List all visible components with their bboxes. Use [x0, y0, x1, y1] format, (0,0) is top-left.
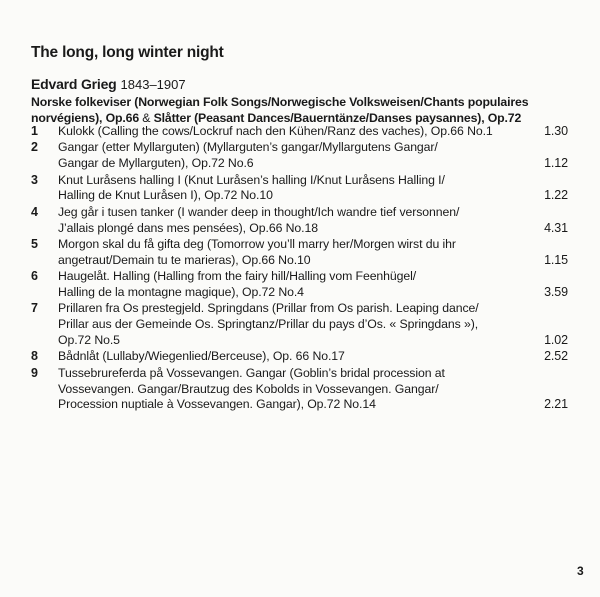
track-title	[58, 124, 538, 140]
track-title-line: Halling de Knut Luråsen I), Op.72 No.10	[58, 188, 273, 203]
track-number: 5	[31, 237, 38, 251]
track-title-line: Halling de la montagne magique), Op.72 No.4	[58, 284, 304, 299]
album-title: The long, long winter night	[31, 44, 224, 61]
track-title	[58, 173, 538, 205]
track-duration: 2.52	[544, 349, 568, 364]
track-title	[58, 301, 538, 348]
work-title-line2a: norvégiens), Op.66	[31, 110, 140, 125]
track-title-line: J’allais plongé dans mes pensées), Op.66 No.18	[58, 220, 318, 235]
track-title-line: Op.72 No.5	[58, 332, 120, 347]
track-duration: 2.21	[544, 397, 568, 412]
track-title-line: Prillar aus der Gemeinde Os. Springtanz/Prillar du pays d’Os. « Springdans »),	[58, 317, 479, 332]
track-number: 6	[31, 269, 38, 284]
work-title-line1: Norske folkeviser (Norwegian Folk Songs/Norwegische Volksweisen/Chants populaires	[31, 95, 529, 109]
track-title-line: Knut Luråsens halling I (Knut Luråsen’s halling I/Knut Luråsens Halling I/	[58, 172, 445, 187]
track-number: 1	[31, 124, 38, 138]
track-title	[58, 237, 538, 269]
track-number: 7	[31, 301, 38, 316]
track-title	[58, 349, 538, 365]
track-title-line: Tussebrureferda på Vossevangen. Gangar (Goblin’s bridal procession at	[58, 365, 445, 380]
track-number: 2	[31, 140, 38, 155]
track-number: 4	[31, 204, 38, 219]
track-title-line: Bådnlåt (Lullaby/Wiegenlied/Berceuse), Op. 66 No.17	[58, 349, 345, 364]
track-number: 3	[31, 172, 38, 187]
work-title-ampersand: &	[139, 110, 154, 125]
composer-name: Edvard Grieg	[31, 76, 117, 92]
track-title	[58, 366, 538, 413]
track-title	[58, 269, 538, 301]
track-duration: 1.12	[544, 156, 568, 171]
track-title-line: angetraut/Demain tu te marieras), Op.66 No.10	[58, 252, 311, 267]
track-title-line: Procession nuptiale à Vossevangen. Gangar), Op.72 No.14	[58, 397, 376, 412]
track-duration: 4.31	[544, 220, 568, 235]
work-title	[31, 95, 591, 126]
track-title-line: Morgon skal du få gifta deg (Tomorrow you’ll marry her/Morgen wirst du ihr	[58, 237, 456, 251]
track-title-line: Jeg går i tusen tanker (I wander deep in thought/Ich wandre tief versonnen/	[58, 204, 460, 219]
track-title-line: Vossevangen. Gangar/Brautzug des Kobolds in Vossevangen. Gangar/	[58, 381, 439, 396]
composer-heading	[31, 76, 186, 92]
track-duration: 1.30	[544, 124, 568, 138]
track-duration: 3.59	[544, 284, 568, 299]
track-title-line: Kulokk (Calling the cows/Lockruf nach den Kühen/Ranz des vaches), Op.66 No.1	[58, 124, 493, 138]
track-duration: 1.15	[544, 252, 568, 267]
work-title-line2b: Slåtter (Peasant Dances/Bauerntänze/Danses paysannes), Op.72	[153, 110, 522, 125]
track-title	[58, 140, 538, 172]
composer-dates: 1843–1907	[120, 77, 186, 92]
track-title-line: Haugelåt. Halling (Halling from the fairy hill/Halling vom Feenhügel/	[58, 269, 417, 284]
track-duration: 1.02	[544, 332, 568, 347]
track-duration: 1.22	[544, 188, 568, 203]
track-number: 9	[31, 365, 38, 380]
track-title-line: Gangar (etter Myllarguten) (Myllarguten’s gangar/Myllargutens Gangar/	[58, 140, 438, 155]
page-number: 3	[577, 564, 584, 578]
track-number: 8	[31, 349, 38, 364]
track-title-line: Prillaren fra Os prestegjeld. Springdans (Prillar from Os parish. Leaping dance/	[58, 301, 479, 316]
track-title-line: Gangar de Myllarguten), Op.72 No.6	[58, 156, 254, 171]
track-title	[58, 205, 538, 237]
